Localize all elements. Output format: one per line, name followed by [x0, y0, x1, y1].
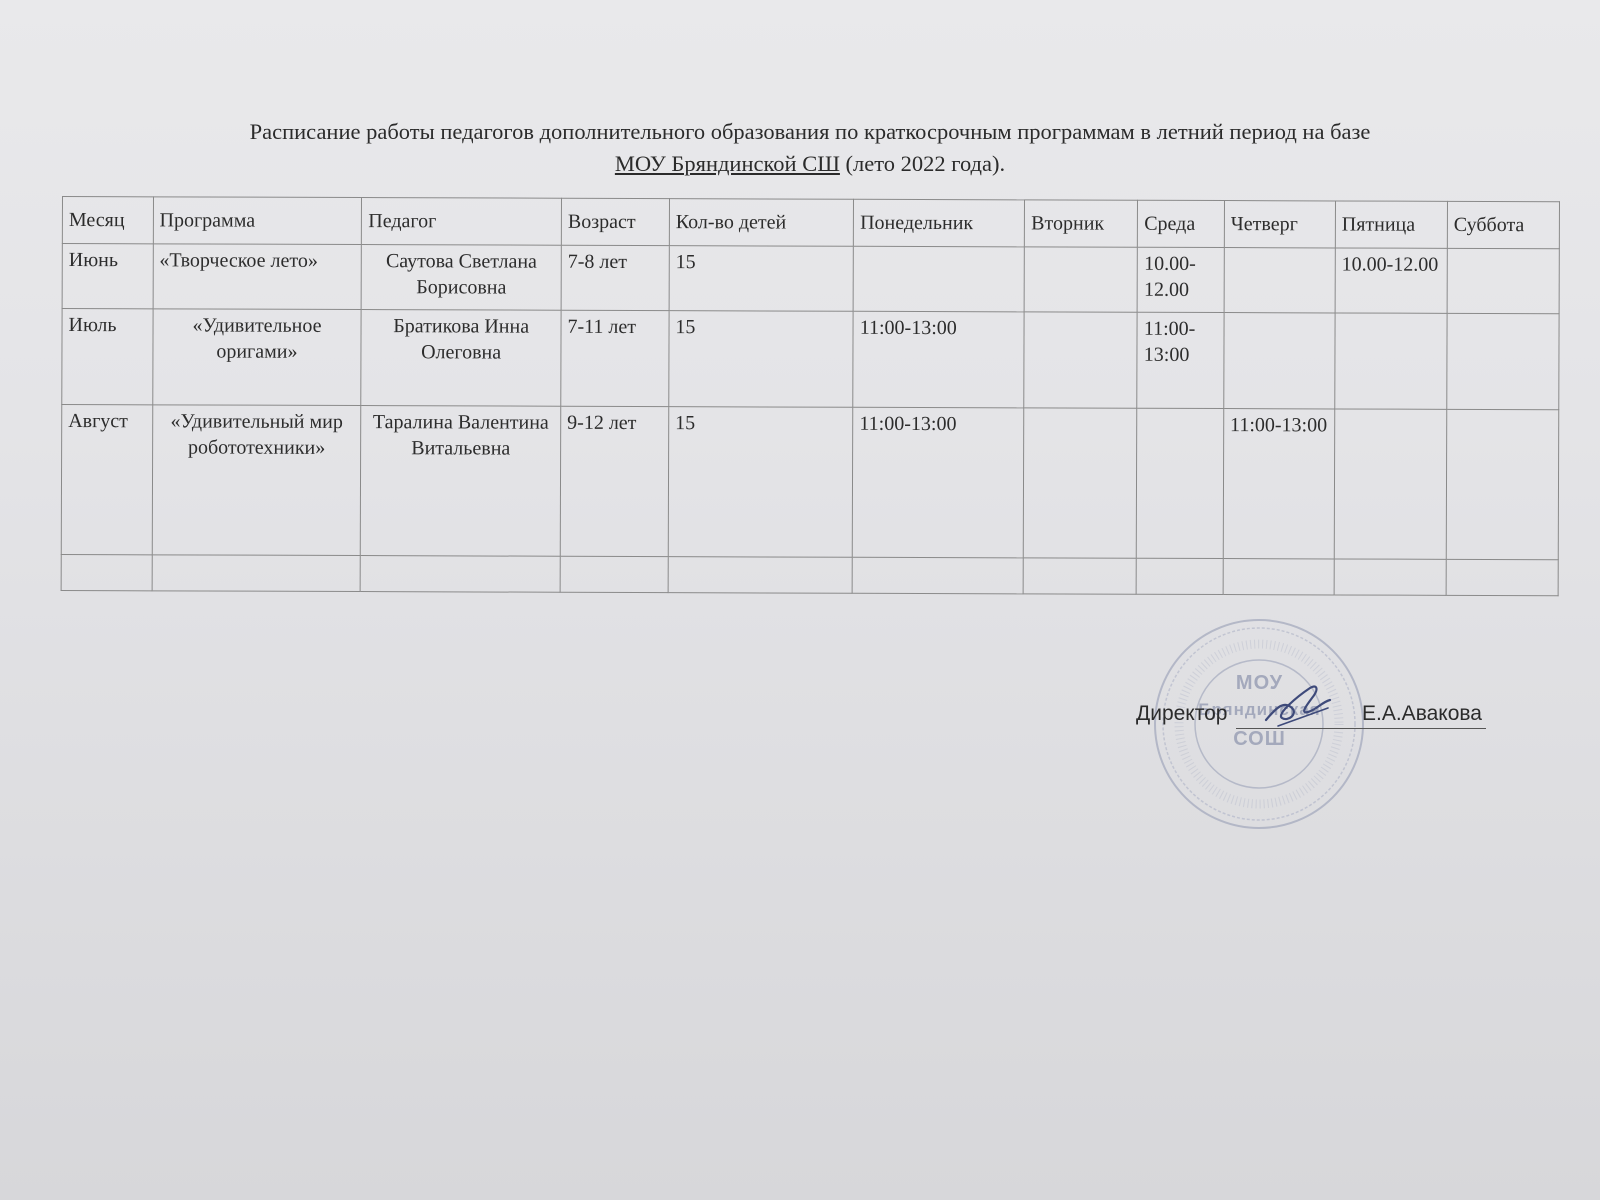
signature-name: Е.А.Авакова [1362, 702, 1482, 725]
header-children-count: Кол-во детей [669, 199, 853, 246]
cell-children: 15 [668, 406, 853, 557]
stamp-line-3: СОШ [1233, 728, 1286, 750]
header-friday: Пятница [1335, 201, 1447, 248]
cell-saturday [1446, 409, 1559, 559]
header-monday: Понедельник [854, 199, 1025, 246]
title-line-1: Расписание работы педагогов дополнительного образования по краткосрочным программам в летний период на базе [249, 119, 1371, 144]
table-row-empty [61, 554, 1558, 595]
header-month: Месяц [62, 197, 153, 244]
cell-tuesday [1024, 408, 1138, 558]
cell-thursday [1224, 247, 1335, 313]
schedule-table [61, 196, 1560, 596]
cell-wednesday [1137, 408, 1224, 558]
stamp-line-1: МОУ [1235, 672, 1284, 694]
cell-wednesday: 10.00-12.00 [1137, 247, 1224, 312]
cell-month: Август [61, 404, 152, 554]
handwritten-signature-icon [1258, 678, 1338, 734]
header-saturday: Суббота [1447, 201, 1559, 248]
cell-teacher: Таралина Валентина Витальевна [361, 405, 561, 556]
table-row [61, 404, 1559, 559]
cell-monday: 11:00-13:00 [853, 311, 1024, 408]
cell-tuesday [1024, 246, 1137, 312]
cell-age: 7-11 лет [561, 310, 669, 407]
table-row [62, 243, 1559, 313]
table-row [62, 308, 1559, 409]
cell-friday [1335, 313, 1447, 410]
cell-tuesday [1024, 312, 1137, 409]
school-name: МОУ Бряндинской СШ [614, 151, 840, 176]
signature-role: Директор [1136, 702, 1228, 725]
document-title [60, 116, 1560, 180]
header-age: Возраст [561, 198, 669, 245]
cell-teacher: Братикова Инна Олеговна [361, 309, 561, 406]
cell-monday [853, 246, 1024, 312]
title-period: (лето 2022 года). [839, 151, 1006, 176]
cell-age: 9-12 лет [560, 406, 668, 556]
cell-teacher: Саутова Светлана Борисовна [361, 244, 561, 310]
header-teacher: Педагог [362, 198, 562, 245]
cell-month: Июль [62, 308, 153, 404]
stamp-line-2: Бряндинская [1198, 700, 1321, 719]
header-tuesday: Вторник [1025, 200, 1138, 247]
cell-program: «Удивительное оригами» [152, 308, 361, 405]
cell-program: «Творческое лето» [153, 243, 362, 309]
cell-program: «Удивительный мир робототехники» [152, 405, 361, 556]
cell-wednesday: 11:00-13:00 [1137, 312, 1224, 408]
cell-monday: 11:00-13:00 [852, 407, 1024, 558]
cell-thursday [1224, 312, 1335, 409]
header-program: Программа [153, 197, 362, 244]
cell-friday: 10.00-12.00 [1335, 247, 1447, 313]
title-line-2 [60, 148, 1560, 180]
cell-month: Июнь [62, 243, 153, 308]
cell-children: 15 [669, 245, 854, 311]
cell-saturday [1447, 248, 1559, 314]
header-thursday: Четверг [1224, 201, 1335, 248]
table-header-row [62, 197, 1559, 249]
cell-age: 7-8 лет [561, 245, 669, 311]
cell-children: 15 [669, 310, 854, 407]
header-wednesday: Среда [1138, 200, 1225, 247]
cell-thursday: 11:00-13:00 [1223, 408, 1335, 558]
cell-friday [1334, 409, 1447, 559]
cell-saturday [1447, 313, 1559, 410]
